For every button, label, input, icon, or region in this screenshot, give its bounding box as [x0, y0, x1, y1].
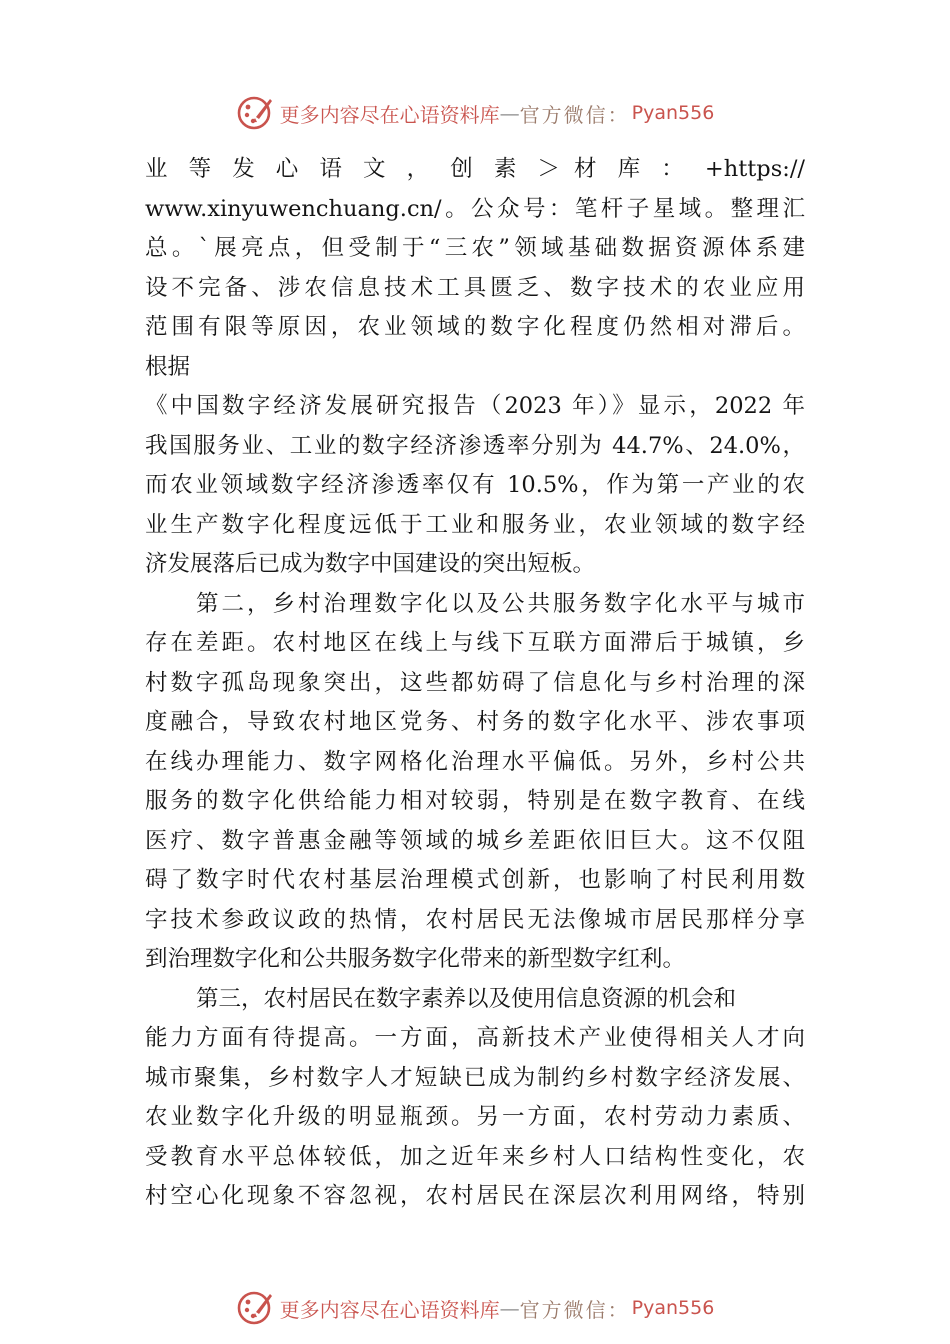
text-line: 能力方面有待提高。一方面，高新技术产业使得相关人才向 [145, 1025, 805, 1051]
banner-wechat-id: Pyan556 [631, 102, 715, 124]
text-line: 字技术参政议政的热情，农村居民无法像城市居民那样分享 [145, 906, 805, 933]
text-line: 农业数字化升级的明显瓶颈。另一方面，农村劳动力素质、 [145, 1104, 805, 1130]
text-line: 济发展落后已成为数字中国建设的突出短板。 [145, 551, 596, 577]
text-line: 碍了数字时代农村基层治理模式创新，也影响了村民利用数 [145, 867, 805, 893]
text-line: 存在差距。农村地区在线上与线下互联方面滞后于城镇，乡 [145, 630, 805, 656]
text-line: 村数字孤岛现象突出，这些都妨碍了信息化与乡村治理的深 [145, 669, 805, 696]
banner-wechat-label: 官方微信： [519, 1297, 630, 1322]
text-line: 城市聚集，乡村数字人才短缺已成为制约乡村数字经济发展、 [145, 1064, 805, 1091]
header-watermark-banner [0, 93, 950, 133]
text-line: 在线办理能力、数字网格化治理水平偏低。另外，乡村公共 [145, 748, 805, 775]
text-line: 设不完备、涉农信息技术工具匮乏、数字技术的农业应用 [145, 274, 805, 301]
text-line: 根据 [145, 353, 191, 380]
text-line: 总。`展亮点，但受制于“三农”领域基础数据资源体系建 [145, 235, 805, 261]
text-line: 村空心化现象不容忽视，农村居民在深层次利用网络，特别 [145, 1183, 805, 1209]
text-line: 范围有限等原因，农业领域的数字化程度仍然相对滞后。 [145, 314, 805, 340]
paint-palette-logo-icon [236, 93, 276, 133]
text-line: 而农业领域数字经济渗透率仅有 10.5%，作为第一产业的农 [145, 472, 805, 498]
text-line: 我国服务业、工业的数字经济渗透率分别为 44.7%、24.0%， [145, 432, 805, 459]
text-line: 业 等 发 心 语 文 ， 创 素 ＞ 材 库 ： +https:// [145, 156, 805, 182]
footer-watermark-banner [0, 1288, 950, 1328]
text-line: www.xinyuwenchuang.cn/。公众号：笔杆子星域。整理汇 [145, 195, 805, 222]
banner-wechat-label: 官方微信： [519, 102, 630, 127]
text-line: 度融合，导致农村地区党务、村务的数字化水平、涉农事项 [145, 709, 805, 735]
banner-wechat-id: Pyan556 [631, 1297, 715, 1319]
paint-palette-logo-icon [236, 1288, 276, 1328]
text-line: 服务的数字化供给能力相对较弱，特别是在数字教育、在线 [145, 788, 805, 814]
paragraph-first-line: 第二，乡村治理数字化以及公共服务数字化水平与城市 [196, 590, 805, 617]
text-line: 业生产数字化程度远低于工业和服务业，农业领域的数字经 [145, 511, 805, 538]
text-line: 到治理数字化和公共服务数字化带来的新型数字红利。 [145, 946, 686, 972]
paragraph-first-line: 第三，农村居民在数字素养以及使用信息资源的机会和 [196, 985, 737, 1012]
banner-main-text: 更多内容尽在心语资料库 [279, 102, 500, 127]
document-body [145, 150, 805, 1217]
text-line: 医疗、数字普惠金融等领域的城乡差距依旧巨大。这不仅阻 [145, 827, 805, 854]
text-line: 受教育水平总体较低，加之近年来乡村人口结构性变化，农 [145, 1143, 805, 1170]
banner-separator: — [499, 101, 520, 125]
banner-main-text: 更多内容尽在心语资料库 [279, 1297, 500, 1322]
banner-separator: — [499, 1296, 520, 1320]
text-line: 《中国数字经济发展研究报告（2023 年）》显示，2022 年 [145, 393, 805, 419]
